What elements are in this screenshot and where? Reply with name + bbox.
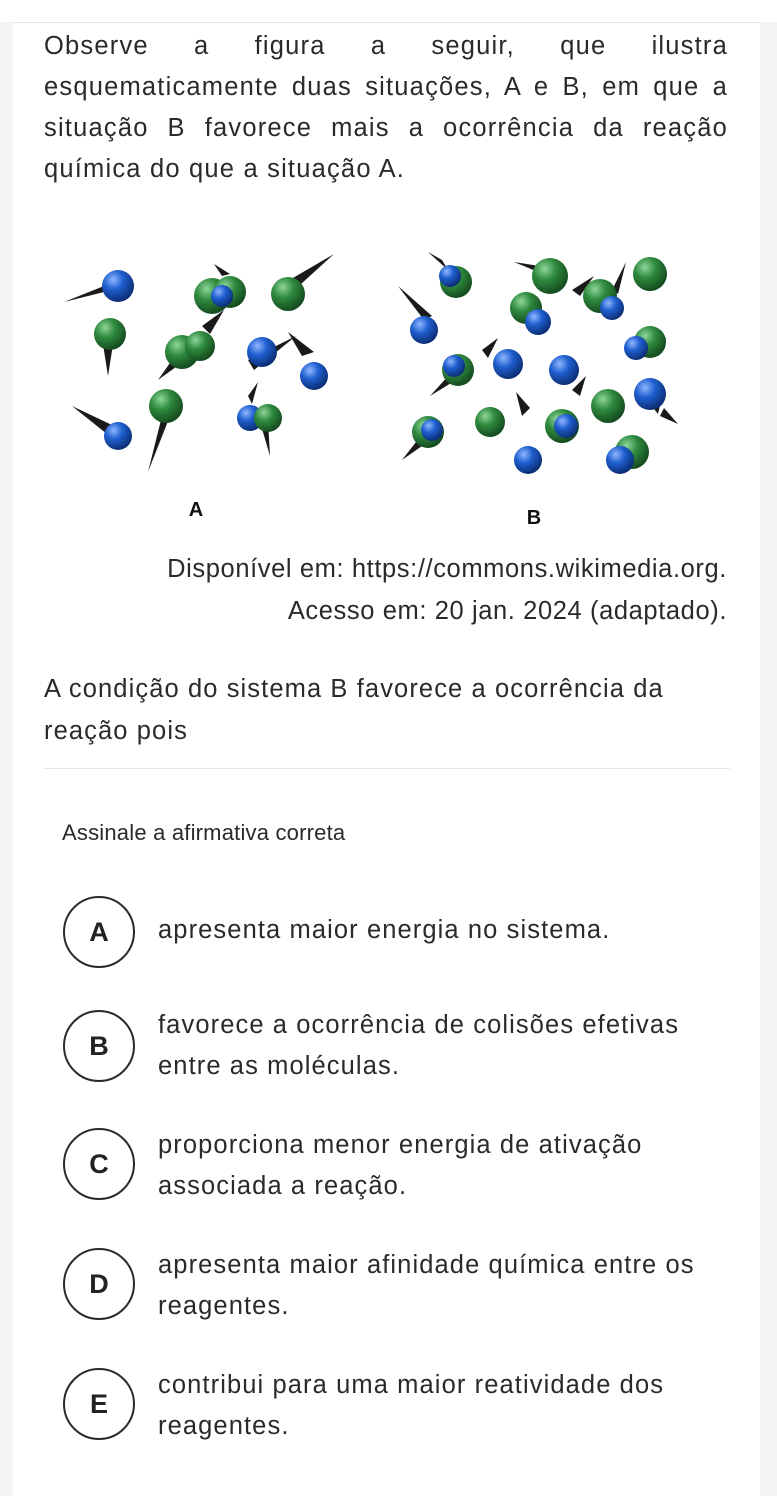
option-c[interactable] [63,1128,743,1208]
scene-a [64,254,334,472]
option-letter-badge: D [63,1248,135,1320]
figure-label-b: B [526,507,542,529]
option-letter-badge: E [63,1368,135,1440]
option-e[interactable] [63,1368,743,1448]
option-letter-badge: A [63,896,135,968]
option-letter-badge: C [63,1128,135,1200]
reaction-figure [52,246,692,536]
instruction-text: Assinale a afirmativa correta [62,820,346,845]
figure-label-a: A [188,499,204,521]
source-access-date: Acesso em: 20 jan. 2024 (adaptado). [287,597,727,625]
option-b[interactable] [63,1010,743,1090]
question-command: A condição do sistema B favorece a ocorrência da reação pois [44,675,664,745]
divider [44,768,730,769]
source-url: Disponível em: https://commons.wikimedia.org. [167,555,727,583]
option-text: apresenta maior afinidade química entre os reagentes. [158,1251,695,1320]
scene-b [398,252,678,474]
option-a[interactable] [63,896,743,976]
option-letter-badge: B [63,1010,135,1082]
figure-source [27,548,727,632]
option-text: contribui para uma maior reatividade dos reagentes. [158,1371,665,1440]
top-bar [0,0,777,22]
question-stem: Observe a figura a seguir, que ilustra esquematicamente duas situações, A e B, em que a situação B favorece mais a ocorrência da reação química do que a situação A. [44,32,728,183]
option-d[interactable] [63,1248,743,1328]
option-text: apresenta maior energia no sistema. [158,916,611,944]
option-text: favorece a ocorrência de colisões efetivas entre as moléculas. [158,1011,680,1080]
option-text: proporciona menor energia de ativação associada a reação. [158,1131,643,1200]
